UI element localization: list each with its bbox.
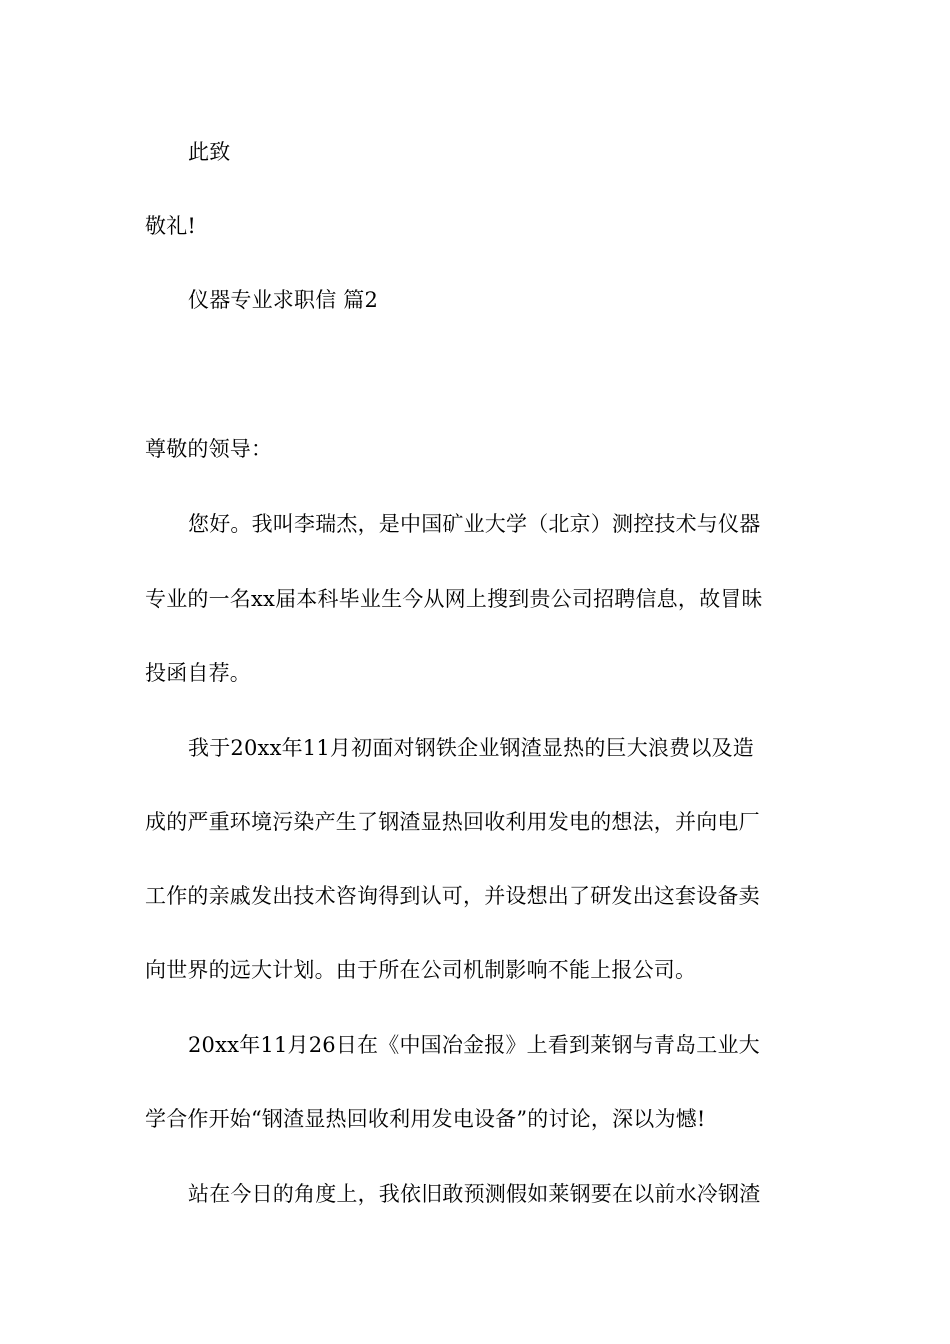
- paragraph-2-line-2: 成的严重环境污染产生了钢渣显热回收利用发电的想法，并向电厂: [145, 810, 760, 834]
- salute-line: 敬礼!: [145, 214, 197, 238]
- paragraph-1-line-1: 您好。我叫李瑞杰，是中国矿业大学（北京）测控技术与仪器: [188, 512, 761, 536]
- paragraph-2-line-4: 向世界的远大计划。由于所在公司机制影响不能上报公司。: [145, 958, 697, 982]
- greeting-line: 尊敬的领导：: [145, 437, 273, 461]
- paragraph-1-line-2: 专业的一名xx届本科毕业生今从网上搜到贵公司招聘信息，故冒昧: [145, 587, 763, 611]
- closing-line: 此致: [188, 140, 231, 164]
- paragraph-2-line-1: 我于20xx年11月初面对钢铁企业钢渣显热的巨大浪费以及造: [188, 736, 754, 760]
- paragraph-3-line-1: 20xx年11月26日在《中国冶金报》上看到莱钢与青岛工业大: [188, 1033, 760, 1057]
- paragraph-4-line-1: 站在今日的角度上，我依旧敢预测假如莱钢要在以前水冷钢渣: [188, 1182, 761, 1206]
- paragraph-1-line-3: 投函自荐。: [145, 661, 251, 685]
- paragraph-3-line-2: 学合作开始“钢渣显热回收利用发电设备”的讨论，深以为憾!: [145, 1107, 706, 1131]
- paragraph-2-line-3: 工作的亲戚发出技术咨询得到认可，并设想出了研发出这套设备卖: [145, 884, 760, 908]
- section-title: 仪器专业求职信 篇2: [188, 288, 379, 312]
